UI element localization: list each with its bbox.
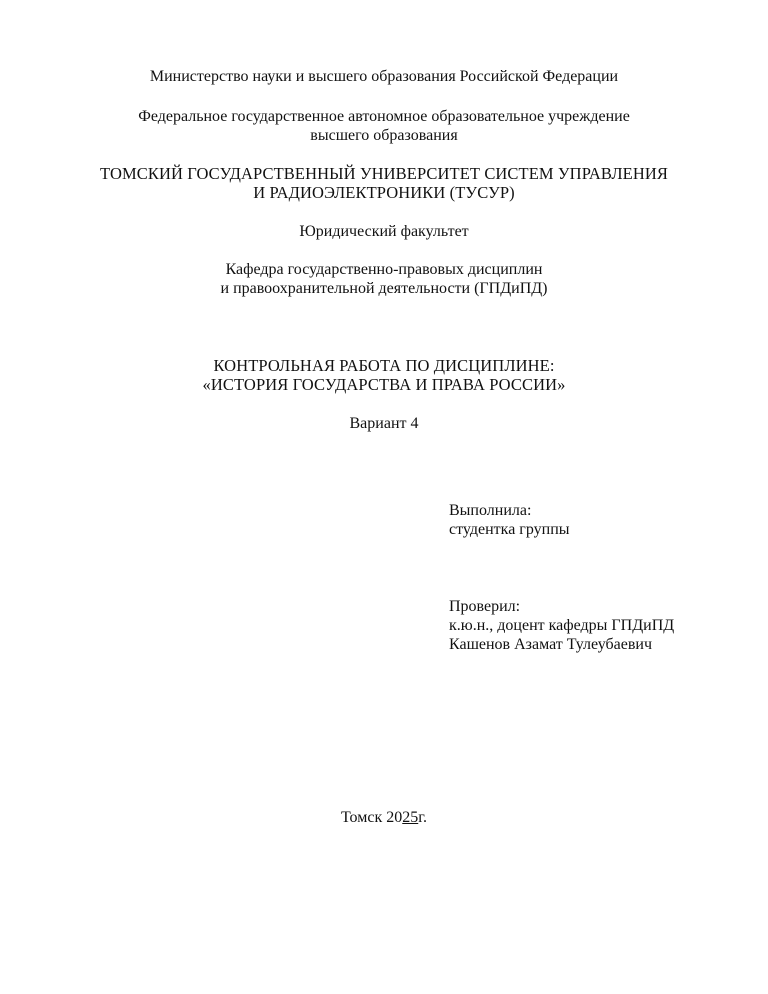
city-year-line: [0, 808, 768, 827]
checked-by-position: к.ю.н., доцент кафедры ГПДиПД: [449, 617, 675, 634]
university-name-line-2: И РАДИОЭЛЕКТРОНИКИ (ТУСУР): [253, 183, 515, 202]
department-line-2: и правоохранительной деятельности (ГПДиПД): [220, 280, 548, 297]
year-end: г.: [418, 809, 428, 826]
checked-by-name: Кашенов Азамат Тулеубаевич: [449, 636, 653, 653]
institution-type-line-2: высшего образования: [310, 127, 458, 144]
checked-by-label: Проверил:: [449, 598, 521, 615]
department-line-1: Кафедра государственно-правовых дисциплин: [225, 261, 543, 278]
ministry-line: Министерство науки и высшего образования Российской Федерации: [149, 68, 619, 85]
city-year-prefix: Томск 20: [340, 809, 403, 826]
faculty-line: Юридический факультет: [299, 223, 469, 240]
work-title-line-1: КОНТРОЛЬНАЯ РАБОТА ПО ДИСЦИПЛИНЕ:: [213, 356, 555, 375]
performed-by-label: Выполнила:: [449, 502, 532, 519]
year-suffix-underlined: 25: [402, 809, 419, 826]
university-name-line-1: ТОМСКИЙ ГОСУДАРСТВЕННЫЙ УНИВЕРСИТЕТ СИСТЕМ УПРАВЛЕНИЯ: [100, 164, 668, 183]
institution-type-line-1: Федеральное государственное автономное образовательное учреждение: [138, 108, 630, 125]
performed-by-description: студентка группы: [449, 521, 570, 538]
variant-line: Вариант 4: [349, 415, 419, 432]
work-title-line-2: «ИСТОРИЯ ГОСУДАРСТВА И ПРАВА РОССИИ»: [202, 375, 566, 394]
